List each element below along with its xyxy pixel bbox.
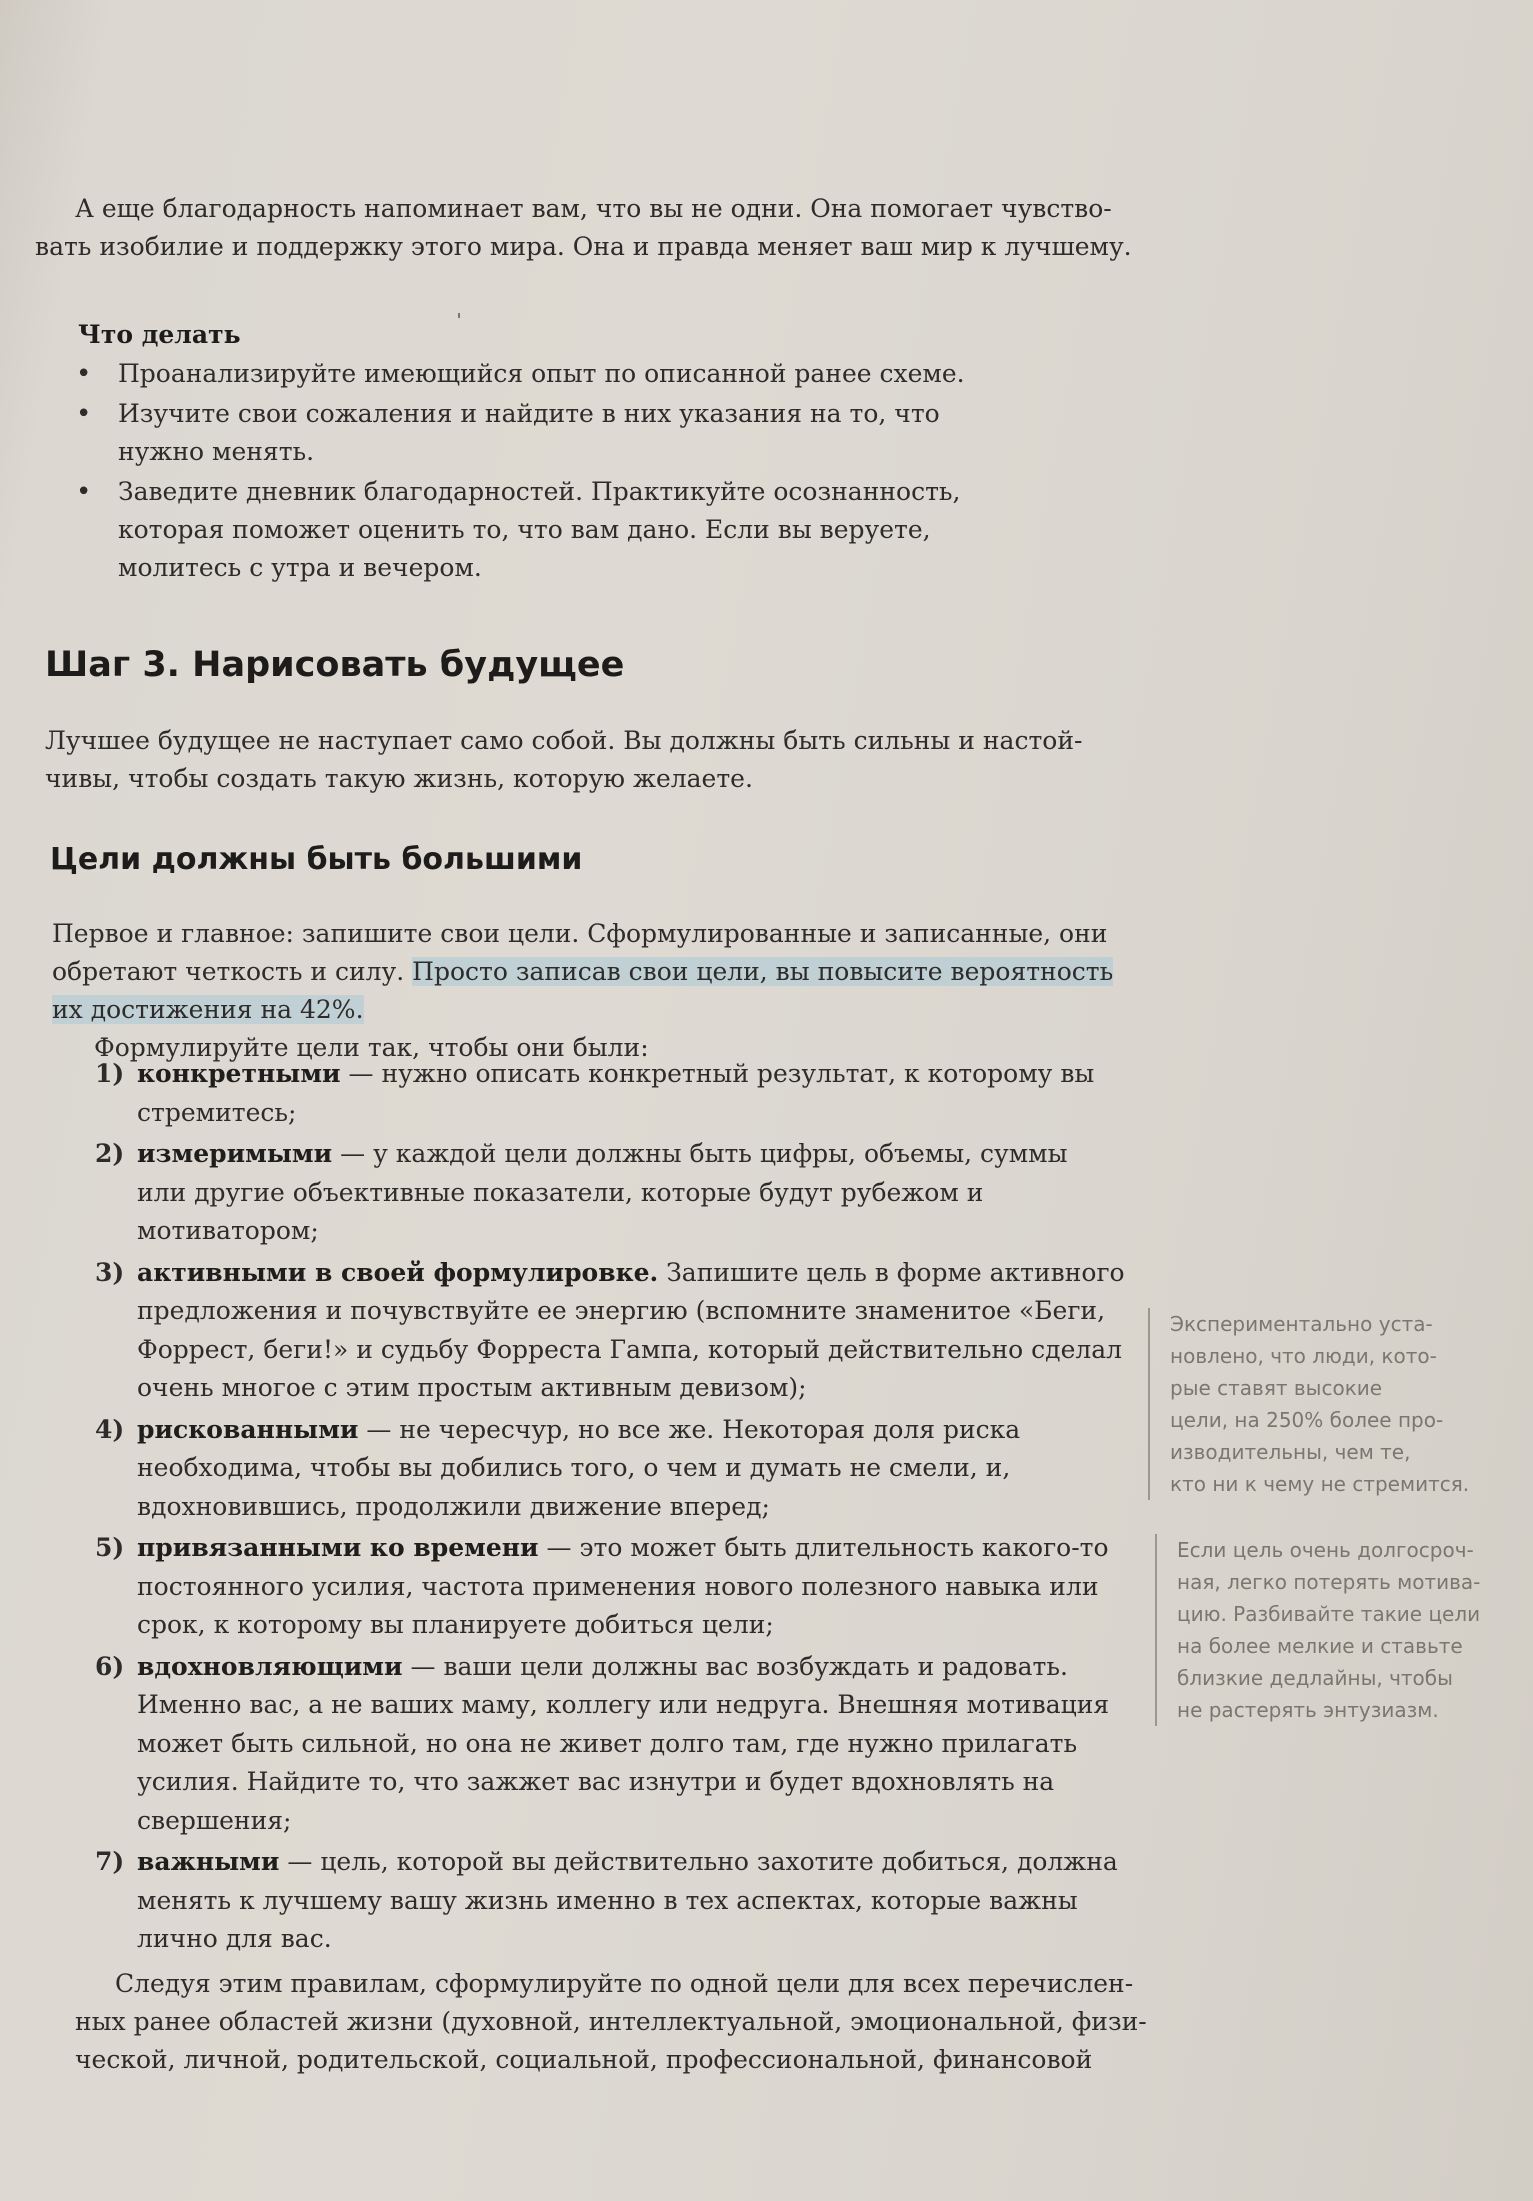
text-line: Следуя этим правилам, сформулируйте по одной цели для всех перечислен- (115, 1969, 1134, 1998)
goals-paragraph (52, 915, 1132, 1067)
text-line: вать изобилие и поддержку этого мира. Она и правда меняет ваш мир к лучшему. (35, 232, 1132, 261)
closing-paragraph (75, 1965, 1155, 2079)
highlighted-text: их достижения на 42%. (52, 995, 364, 1024)
sidenote-line: цию. Разбивайте такие цели (1177, 1602, 1481, 1626)
intro-paragraph (35, 190, 1132, 266)
goals-criteria-list (95, 1055, 1125, 1962)
item-text: — цель, которой вы действительно захотите добиться, должна менять к лучшему вашу жизнь именно в тех аспектах, которые важны лично для вас. (137, 1847, 1118, 1953)
sidenote-line: не растерять энтузиазм. (1177, 1698, 1439, 1722)
sidenote-line: близкие дедлайны, чтобы (1177, 1666, 1453, 1690)
list-item (95, 1254, 1137, 1408)
item-number: 7) (95, 1847, 125, 1876)
sidenote-line: цели, на 250% более про- (1170, 1408, 1444, 1432)
sidenote-line: кто ни к чему не стремится. (1170, 1472, 1470, 1496)
item-text: — у каждой цели должны быть цифры, объемы, суммы или другие объективные показатели, которые будут рубежом и мотиватором; (137, 1139, 1068, 1245)
item-number: 2) (95, 1139, 125, 1168)
what-to-do-title: Что делать (78, 320, 241, 349)
item-text: — ваши цели должны вас возбуждать и радовать. Именно вас, а не ваших маму, коллегу или недруга. Внешняя мотивация может быть сильной, но она не живет долго там, где нужно прилагать усилия. Найдите то, что зажжет вас изнутри и будет вдохновлять на свершения; (137, 1651, 1110, 1835)
list-item (95, 1411, 1137, 1527)
item-term: рискованными (137, 1414, 359, 1444)
list-item (95, 1648, 1137, 1841)
list-item (95, 1135, 1077, 1251)
item-text: Запишите цель в форме активного предложения и почувствуйте ее энергию (вспомните знаменитое «Беги, Форрест, беги!» и судьбу Форреста Гампа, который действительно сделал очень многое с этим простым активным девизом); (137, 1257, 1125, 1402)
item-term: привязанными ко времени (137, 1533, 539, 1562)
text-line: чивы, чтобы создать такую жизнь, которую желаете. (45, 764, 753, 793)
list-item: • Проанализируйте имеющийся опыт по описанной ранее схеме. (70, 355, 1018, 393)
text-line: ческой, личной, родительской, социальной, профессиональной, финансовой (75, 2045, 1093, 2074)
item-number: 6) (95, 1651, 125, 1681)
item-text: — нужно описать конкретный результат, к которому вы стремитесь; (137, 1059, 1095, 1127)
sidenote-line: рые ставят высокие (1170, 1376, 1383, 1400)
sidenote-line: новлено, что люди, кото- (1170, 1344, 1437, 1368)
sidenote-line: Если цель очень долгосроч- (1177, 1538, 1474, 1562)
item-number: 1) (95, 1059, 125, 1088)
sidenote (1155, 1534, 1507, 1726)
text-line: Первое и главное: запишите свои цели. Сформулированные и записанные, они (52, 919, 1108, 948)
text-line: ных ранее областей жизни (духовной, интеллектуальной, эмоциональной, физи- (75, 2007, 1147, 2036)
item-number: 4) (95, 1414, 125, 1444)
text-segment: обретают четкость и силу. (52, 957, 413, 986)
sidenote-line: на более мелкие и ставьте (1177, 1634, 1463, 1658)
step3-paragraph (45, 722, 1125, 798)
item-number: 5) (95, 1533, 125, 1562)
list-item (95, 1055, 1137, 1132)
item-term: важными (137, 1847, 280, 1876)
text-line: А еще благодарность напоминает вам, что вы не одни. Она помогает чувство- (75, 194, 1112, 223)
item-term: конкретными (137, 1059, 341, 1088)
list-item (95, 1529, 1137, 1645)
text-line: Лучшее будущее не наступает само собой. Вы должны быть сильны и настой- (45, 726, 1083, 755)
section-heading: Шаг 3. Нарисовать будущее (45, 645, 625, 685)
sidenote (1148, 1308, 1500, 1500)
item-term: активными в своей формулировке. (137, 1257, 659, 1287)
item-text: — не чересчур, но все же. Некоторая доля риска необходима, чтобы вы добились того, о чем и думать не смели, и, вдохновившись, продолжили движение вперед; (137, 1414, 1021, 1521)
text-line: Формулируйте цели так, чтобы они были: (94, 1033, 649, 1062)
what-to-do-list (70, 355, 1090, 589)
item-term: измеримыми (137, 1139, 333, 1168)
item-text: — это может быть длительность какого-то постоянного усилия, частота применения нового полезного навыка или срок, к которому вы планируете добиться цели; (137, 1533, 1109, 1639)
highlighted-text: Просто записав свои цели, вы повысите вероятность (412, 957, 1114, 986)
item-number: 3) (95, 1257, 125, 1287)
text-line (52, 991, 1132, 1029)
list-item: • Изучите свои сожаления и найдите в них указания на то, что нужно менять. (70, 395, 1018, 471)
sidenote-line: Экспериментально уста- (1170, 1312, 1433, 1336)
text-line (52, 953, 1132, 991)
sidenote-line: ная, легко потерять мотива- (1177, 1570, 1481, 1594)
list-item: • Заведите дневник благодарностей. Практикуйте осознанность, которая поможет оценить то, что вам дано. Если вы веруете, молитесь с утра и вечером. (70, 473, 1058, 587)
stray-mark (458, 313, 460, 318)
list-item (95, 1843, 1137, 1959)
item-term: вдохновляющими (137, 1651, 403, 1681)
subsection-heading: Цели должны быть большими (50, 842, 583, 877)
sidenote-line: изводительны, чем те, (1170, 1440, 1411, 1464)
